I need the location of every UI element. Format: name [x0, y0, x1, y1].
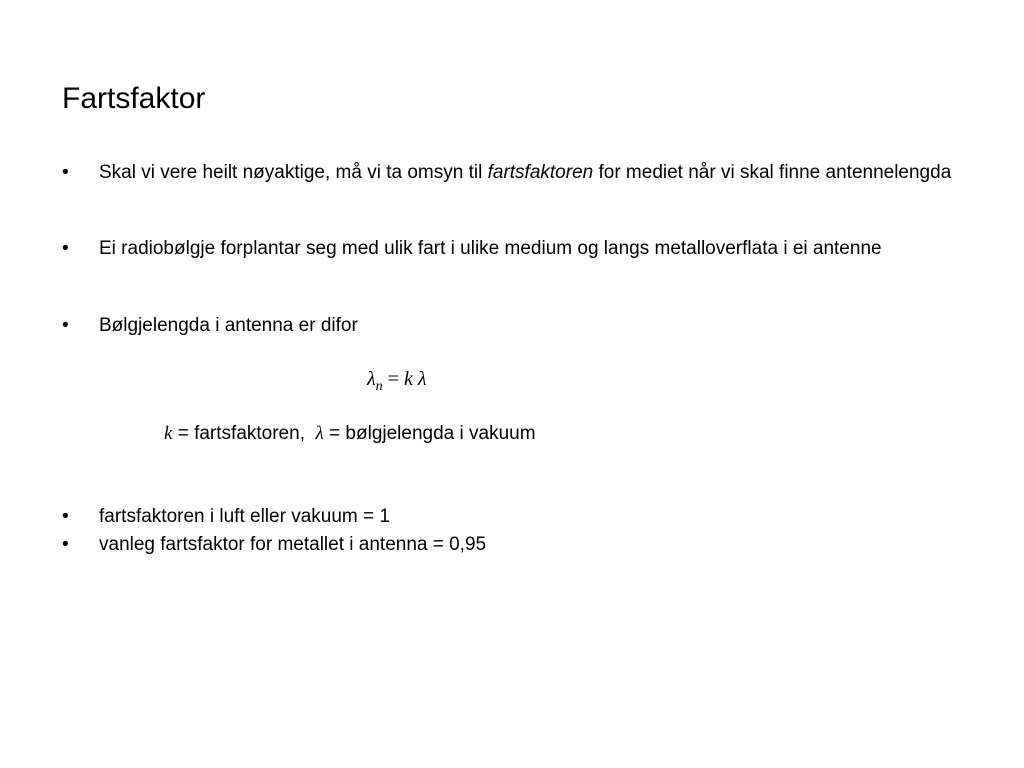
bullet-dot: •	[62, 506, 69, 527]
text-part: Skal vi vere heilt nøyaktige, må vi ta omsyn til	[99, 162, 488, 183]
slide-title: Fartsfaktor	[62, 82, 206, 115]
lambda-definition: = bølgjelengda i vakuum	[323, 423, 536, 444]
bullet-item	[62, 314, 962, 337]
emphasis-text: fartsfaktoren	[487, 162, 594, 183]
wavelength-formula	[367, 368, 427, 395]
bullet-item	[62, 161, 962, 184]
formula-lhs: λ	[367, 368, 376, 390]
bullet-item	[62, 533, 962, 556]
bullet-text	[99, 161, 962, 184]
bullet-text: Bølgjelengda i antenna er difor	[99, 315, 358, 336]
bullet-text: fartsfaktoren i luft eller vakuum = 1	[99, 506, 390, 527]
formula-subscript: n	[375, 379, 383, 394]
bullet-dot: •	[62, 315, 69, 336]
lambda-symbol: λ	[315, 423, 324, 444]
k-symbol: k	[164, 423, 173, 444]
bullet-text: vanleg fartsfaktor for metallet i antenna = 0,95	[99, 534, 487, 555]
formula-equals: =	[382, 368, 404, 390]
text-part: for mediet når vi skal finne antennelengda	[593, 162, 952, 183]
bullet-text: Ei radiobølgje forplantar seg med ulik fart i ulike medium og langs metalloverflata i ei antenne	[99, 238, 882, 259]
formula-rhs: k λ	[403, 368, 427, 390]
bullet-dot: •	[62, 534, 69, 555]
bullet-item	[62, 237, 962, 260]
bullet-item	[62, 505, 962, 528]
k-definition: = fartsfaktoren,	[172, 423, 316, 444]
formula-definitions	[164, 423, 536, 445]
bullet-dot: •	[62, 238, 69, 259]
bullet-dot: •	[62, 162, 69, 183]
